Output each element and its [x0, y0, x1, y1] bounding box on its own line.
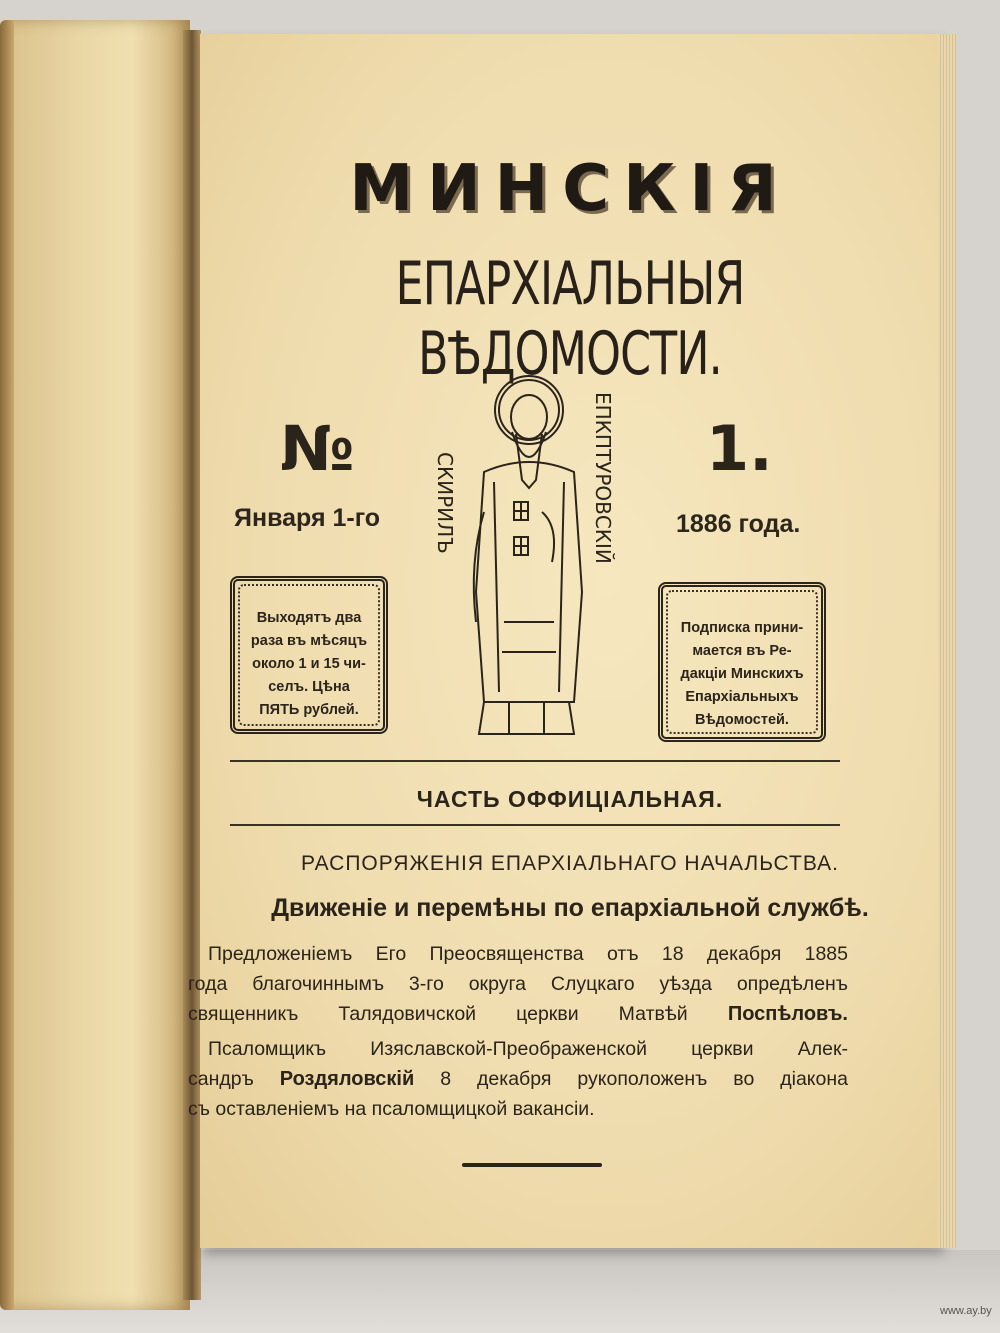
box-left-line: селъ. Цѣна — [268, 679, 350, 695]
publication-info-box — [230, 576, 388, 734]
paragraph-appointment — [188, 939, 848, 1029]
issue-number-sign: № — [280, 412, 355, 485]
paragraph-text: сандръ — [188, 1068, 254, 1090]
journal-title-line2: ЕПАРХІАЛЬНЫЯ ВѢДОМОСТИ. — [395, 249, 745, 389]
icon-inscription-left: СКИРИЛЪ — [433, 452, 457, 554]
box-right-line: Епархіальныхъ — [685, 689, 799, 705]
paragraph-line — [188, 999, 848, 1029]
box-left-line: Выходятъ два — [256, 610, 362, 626]
paragraph-line: Псаломщикъ Изяславской-Преображенской церкви Алек- — [208, 1038, 848, 1060]
paragraph-text: 8 декабря рукоположенъ во діакона — [440, 1068, 849, 1090]
paragraph-line: года благочиннымъ 3-го округа Слуцкаго уѣзда опредѣленъ — [188, 973, 848, 995]
page-stack-edge — [938, 34, 956, 1248]
box-right-line: Вѣдомостей. — [695, 712, 789, 728]
journal-title-line1: МИНСКІЯ — [349, 152, 791, 226]
paragraph-line — [188, 1064, 848, 1094]
ornamental-divider — [230, 814, 840, 826]
issue-number: 1. — [706, 412, 773, 485]
box-left-line: около 1 и 15 чи- — [252, 656, 366, 672]
subscription-info-box — [658, 582, 826, 742]
watermark: www.ay.by — [940, 1305, 992, 1317]
box-left-line: раза въ мѣсяцъ — [250, 633, 368, 649]
person-name: Поспѣловъ. — [727, 1003, 848, 1025]
end-rule — [462, 1163, 602, 1167]
book-spine — [0, 20, 14, 1310]
movement-heading: Движеніе и перемѣны по епархіальной службѣ. — [271, 894, 869, 922]
issue-year: 1886 года. — [676, 510, 801, 538]
paragraph-ordination — [188, 1034, 848, 1124]
ornamental-divider — [230, 750, 840, 762]
paragraph-text: священникъ Талядовичской церкви Матвѣй — [188, 1003, 688, 1025]
issue-date: Января 1-го — [234, 504, 381, 532]
box-left-line: ПЯТЬ рублей. — [259, 702, 359, 718]
paragraph-line: Предложеніемъ Его Преосвященства отъ 18 декабря 1885 — [208, 943, 848, 965]
section-title: ЧАСТЬ ОФФИЦІАЛЬНАЯ. — [416, 786, 724, 812]
box-right-line: мается въ Ре- — [692, 643, 792, 659]
icon-inscription-right: ЕПКПТУРОВСКІЙ — [591, 392, 615, 564]
paragraph-line: съ оставленіемъ на псаломщицкой вакансіи. — [188, 1098, 595, 1120]
journal-page — [188, 34, 940, 1248]
box-right-line: Подписка прини- — [680, 620, 804, 636]
saint-icon-illustration — [424, 362, 634, 752]
left-page-edge — [0, 20, 190, 1310]
box-right-line: дакціи Минскихъ — [680, 666, 804, 682]
person-name: Роздяловскій — [279, 1068, 415, 1090]
orders-heading: РАСПОРЯЖЕНІЯ ЕПАРХІАЛЬНАГО НАЧАЛЬСТВА. — [301, 852, 839, 875]
halo-icon — [495, 376, 563, 444]
